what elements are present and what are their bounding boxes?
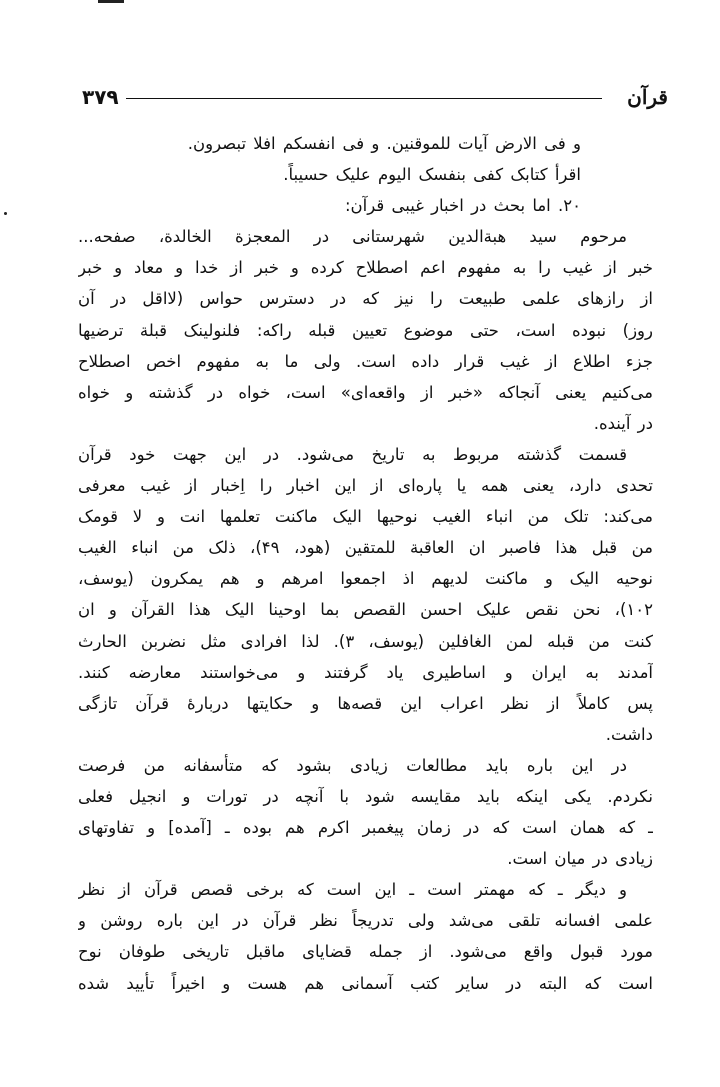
text-line: می‌کند: تلک من انباء الغیب نوحیها الیک ماکنت تعلمها انت و لا قومک [78,507,653,527]
text-line: پس کاملاً از نظر اعراب این قصه‌ها و حکایتها دربارهٔ قرآن تازگی [78,693,653,713]
text-line: جزء اطلاع از غیب قرار داده است. ولی ما به مفهوم اخص اصطلاح [78,351,653,371]
text-line: می‌کنیم یعنی آنجاکه «خبر از واقعه‌ای» است، خواه در گذشته و خواه [78,382,653,402]
text-line: خبر از غیب را به مفهوم اعم اصطلاح کرده و خبر از خدا و معاد و خبر [78,258,653,278]
text-line: قسمت گذشته مربوط به تاریخ می‌شود. در این جهت خود قرآن [78,444,627,464]
text-line: و دیگر ـ که مهمتر است ـ این است که برخی قصص قرآن از نظر [78,880,627,900]
text-line: تحدی دارد، یعنی همه یا پاره‌ای از این اخبار را اِخبار از غیب معرفی [78,476,653,496]
text-line: در این باره باید مطالعات زیادی بشود که متأسفانه من فرصت [78,755,627,775]
text-line: داشت. [605,724,653,744]
text-line: اقرأ کتابک کفی بنفسک الیوم علیک حسیباً. [283,165,581,185]
text-line: روز) نبوده است، حتی موضوع تعیین قبله راکه: فلنولینک قبلة ترضیها [78,320,653,340]
text-line: از رازهای علمی طبیعت را نیز که در دسترس حواس (لااقل در آن [78,289,653,309]
body-text [78,128,653,999]
text-line: مورد قبول واقع می‌شود. از جمله قضایای ماقبل تاریخی طوفان نوح [78,942,653,962]
text-line: علمی افسانه تلقی می‌شد ولی تدریجاً نظر قرآن در این باره روشن و [78,911,653,931]
text-line: کنت من قبله لمن الغافلین (یوسف، ۳). لذا افرادی مثل نضربن الحارث [78,631,653,651]
top-edge-mark [98,0,124,3]
page-number: ۳۷۹ [82,85,119,109]
text-line: در آینده. [593,413,653,433]
text-line: ۱۰۲)، نحن نقص علیک احسن القصص بما اوحینا الیک هذا القرآن و ان [78,600,653,620]
page-header [82,84,668,110]
text-line: ـ که همان است که در زمان پیغمبر اکرم هم بوده ـ [آمده] و تفاوتهای [78,818,653,838]
text-line: مرحوم سید هبة‌الدین شهرستانی در المعجزة الخالدة، صفحه... [78,227,627,247]
text-line: نکردم. یکی اینکه باید مقایسه شود با آنچه در تورات و انجیل فعلی [78,786,653,806]
text-line: و فی الارض آیات للموقنین. و فی انفسکم افلا تبصرون. [187,134,581,153]
text-line: من قبل هذا فاصبر ان العاقبة للمتقین (هود، ۴۹)، ذلک من انباء الغیب [78,538,653,558]
text-line: زیادی در میان است. [507,849,653,869]
text-line: نوحیه الیک و ماکنت لدیهم اذ اجمعوا امرهم و هم یمکرون (یوسف، [78,569,653,589]
running-title: قرآن [627,85,668,109]
margin-dot [4,212,7,215]
text-line: آمدند به ایران و اساطیری یاد گرفتند و می‌خواستند معارضه کنند. [78,662,653,682]
header-rule [126,98,602,99]
text-line: است که البته در سایر کتب آسمانی هم هست و اخیراً تأیید شده [78,973,653,993]
section-heading: ۲۰. اما بحث در اخبار غیبی قرآن: [344,196,581,216]
